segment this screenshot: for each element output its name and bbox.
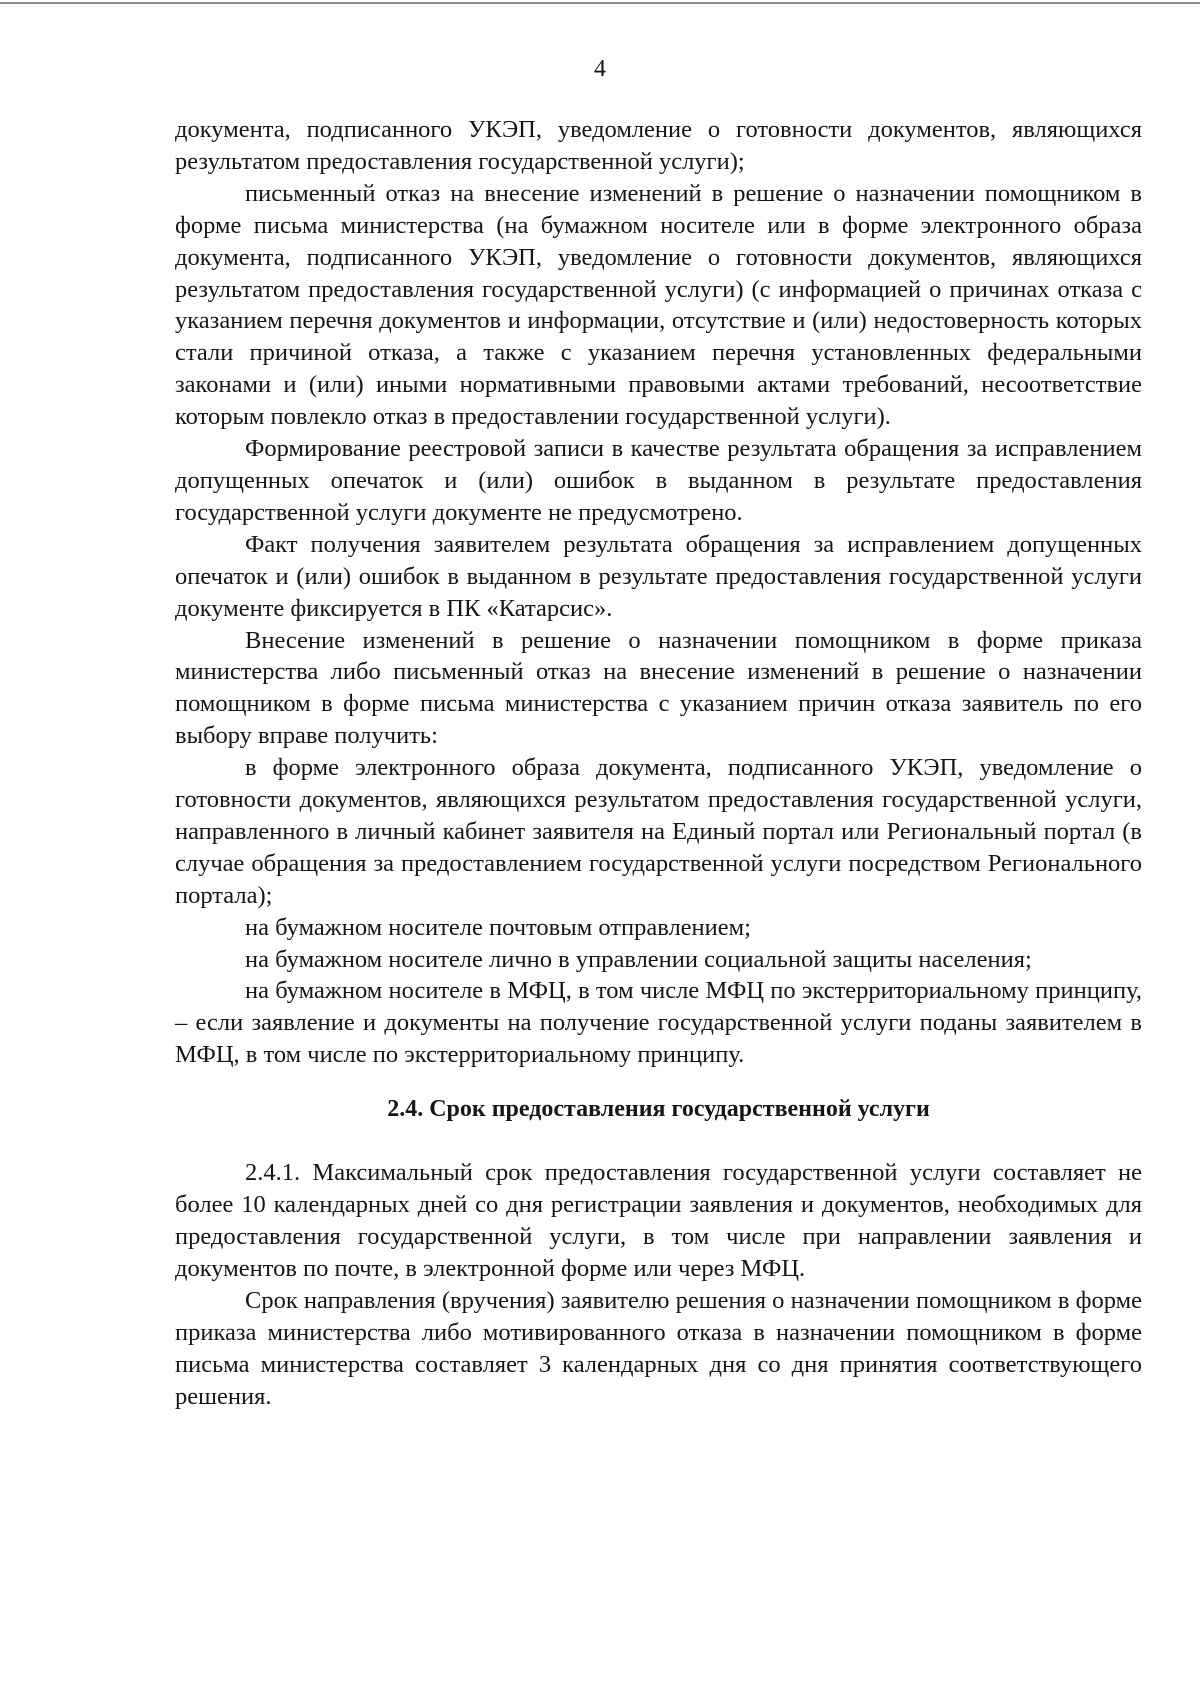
paragraph-continuation: документа, подписанного УКЭП, уведомление о готовности документов, являющихся результатом предоставления государственной услуги);: [175, 116, 1142, 175]
page-top-edge-line: [0, 2, 1200, 4]
section-heading-2-4: 2.4. Срок предоставления государственной услуги: [387, 1096, 930, 1123]
list-item-postal-mail: на бумажном носителе почтовым отправлением;: [245, 913, 751, 941]
paragraph-receipt-options: Внесение изменений в решение о назначении помощником в форме приказа министерства либо письменный отказ на внесение изменений в решение о назначении помощником в форме письма министерства с указанием причин отказа заявитель по его выбору вправе получить:: [175, 626, 1142, 750]
page-number: 4: [594, 56, 606, 82]
paragraph-registry-record: Формирование реестровой записи в качестве результата обращения за исправлением допущенных опечаток и (или) ошибок в выданном в результате предоставления государственной услуги документе не предусмотрено.: [175, 435, 1142, 526]
list-item-mfc: на бумажном носителе в МФЦ, в том числе МФЦ по экстерриториальному принципу, – если заявление и документы на получение государственной услуги поданы заявителем в МФЦ, в том числе по экстерриториальному принципу.: [175, 977, 1142, 1069]
list-item-in-person-social-office: на бумажном носителе лично в управлении социальной защиты населения;: [245, 945, 1032, 973]
paragraph-2-4-1-max-term: 2.4.1. Максимальный срок предоставления государственной услуги составляет не более 10 календарных дней со дня регистрации заявления и документов, необходимых для предоставления государственной услуги, в том числе при направлении заявления и документов по почте, в электронной форме или через МФЦ.: [175, 1159, 1142, 1282]
paragraph-katarsis-record: Факт получения заявителем результата обращения за исправлением допущенных опечаток и (или) ошибок в выданном в результате предоставления государственной услуги документе фиксируется в ПК «Катарсис».: [175, 530, 1142, 622]
paragraph-delivery-term: Срок направления (вручения) заявителю решения о назначении помощником в форме приказа министерства либо мотивированного отказа в назначении помощником в форме письма министерства составляет 3 календарных дня со дня принятия соответствующего решения.: [175, 1286, 1142, 1410]
paragraph-written-refusal: письменный отказ на внесение изменений в решение о назначении помощником в форме письма министерства (на бумажном носителе или в форме электронного образа документа, подписанного УКЭП, уведомление о готовности документов, являющихся результатом предоставления государственной услуги) (с информацией о причинах отказа с указанием перечня документов и информации, отсутствие и (или) недостоверность которых стали причиной отказа, а также с указанием перечня установленных федеральными законами и (или) иными нормативными правовыми актами требований, несоответствие которым повлекло отказ в предоставлении государственной услуги).: [175, 179, 1142, 431]
list-item-electronic-form: в форме электронного образа документа, подписанного УКЭП, уведомление о готовности документов, являющихся результатом предоставления государственной услуги, направленного в личный кабинет заявителя на Единый портал или Региональный портал (в случае обращения за предоставлением государственной услуги посредством Регионального портала);: [175, 754, 1142, 909]
page-body: [175, 114, 1142, 1412]
